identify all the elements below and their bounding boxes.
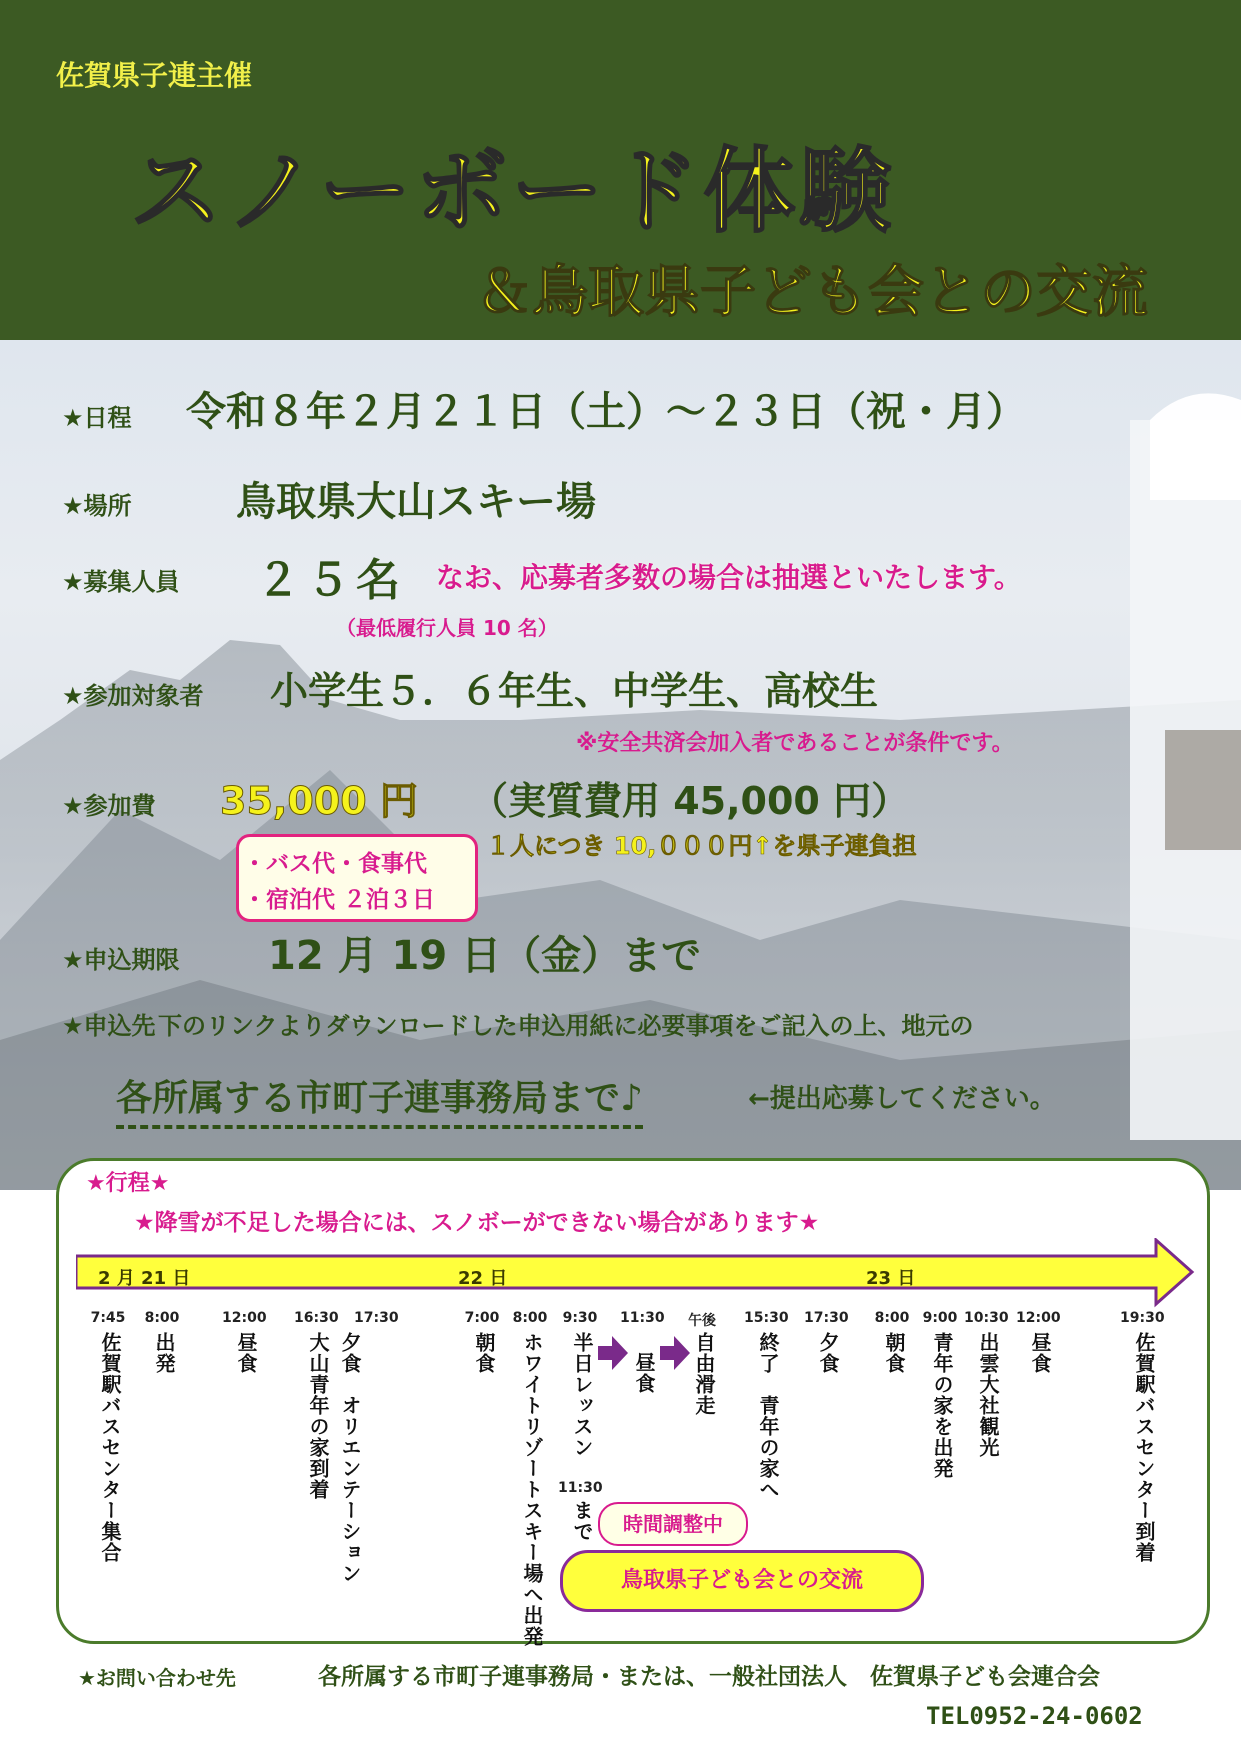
event-time: 8:00 xyxy=(144,1310,180,1326)
event-time: 7:00 xyxy=(464,1310,500,1326)
lesson-end-time: 11:30 xyxy=(558,1480,603,1496)
fee-includes-box xyxy=(236,834,478,922)
page-title: スノーボード体験 xyxy=(130,138,896,245)
apply-tail: ←提出応募してください。 xyxy=(748,1084,1056,1114)
fee-subsidy: １人につき 10,０００円↑を県子連負担 xyxy=(486,832,917,860)
right-arrow-icon xyxy=(598,1336,628,1370)
right-arrow-icon xyxy=(660,1336,690,1370)
event-time: 12:00 xyxy=(1016,1310,1061,1326)
target-label: ★参加対象者 xyxy=(62,682,204,710)
event-text: 大山青年の家到着 xyxy=(306,1332,330,1500)
exchange-text: 鳥取県子ども会との交流 xyxy=(620,1568,863,1593)
event-time: 9:30 xyxy=(562,1310,598,1326)
capacity-value: ２５名 xyxy=(256,555,406,606)
schedule-label: ★日程 xyxy=(62,404,132,432)
deadline-value: 12 月 19 日（金）まで xyxy=(268,933,702,979)
event-time: 16:30 xyxy=(294,1310,339,1326)
event-time: 15:30 xyxy=(744,1310,789,1326)
day1-label: 2 月 21 日 xyxy=(98,1268,191,1289)
capacity-label: ★募集人員 xyxy=(62,568,180,596)
event-text: 朝食 xyxy=(882,1332,906,1374)
event-time: 9:00 xyxy=(922,1310,958,1326)
capacity-note: なお、応募者多数の場合は抽選といたします。 xyxy=(436,561,1022,594)
event-text: 終了 青年の家へ xyxy=(756,1332,780,1500)
event-time: 17:30 xyxy=(354,1310,399,1326)
apply-office-link[interactable]: 各所属する市町子連事務局まで♪ xyxy=(116,1070,643,1129)
event-time: 8:00 xyxy=(512,1310,548,1326)
adjust-badge-text: 時間調整中 xyxy=(623,1512,723,1536)
contact-tel[interactable]: TEL0952-24-0602 xyxy=(926,1702,1143,1730)
event-text: 夕食 オリエンテーション xyxy=(338,1332,362,1584)
schedule-value: 令和８年２月２１日（土）～２３日（祝・月） xyxy=(186,389,1026,435)
apply-label: ★申込先 xyxy=(62,1012,156,1040)
apply-text: 下のリンクよりダウンロードした申込用紙に必要事項をご記入の上、地元の xyxy=(158,1012,974,1040)
event-text: 佐賀駅バスセンター到着 xyxy=(1132,1332,1156,1563)
event-text: 出雲大社観光 xyxy=(976,1332,1000,1458)
event-text: 青年の家を出発 xyxy=(930,1332,954,1479)
timeline-arrow xyxy=(76,1238,1196,1308)
event-time: 8:00 xyxy=(874,1310,910,1326)
event-time: 19:30 xyxy=(1120,1310,1165,1326)
event-time: 7:45 xyxy=(90,1310,126,1326)
contact-text: 各所属する市町子連事務局・または、一般社団法人 佐賀県子ども会連合会 xyxy=(318,1664,1100,1690)
contact-label: ★お問い合わせ先 xyxy=(78,1666,236,1690)
fee-actual: （実質費用 45,000 円） xyxy=(470,779,910,823)
event-text: 朝食 xyxy=(472,1332,496,1374)
target-note: ※安全共済会加入者であることが条件です。 xyxy=(576,731,1014,756)
day2-label: 22 日 xyxy=(458,1268,508,1289)
place-label: ★場所 xyxy=(62,492,132,520)
event-time: 10:30 xyxy=(964,1310,1009,1326)
itinerary-heading: ★行程★ xyxy=(86,1171,170,1196)
event-time: 11:30 xyxy=(620,1310,665,1326)
event-text: 昼食 xyxy=(632,1352,656,1394)
deadline-label: ★申込期限 xyxy=(62,946,180,974)
adjust-badge xyxy=(598,1502,748,1546)
event-text: 自由滑走 xyxy=(692,1332,716,1416)
target-value: 小学生５．６年生、中学生、高校生 xyxy=(270,669,879,713)
event-time: 17:30 xyxy=(804,1310,849,1326)
mountain-illustration xyxy=(0,340,1241,1190)
fee-value: 35,000 円 xyxy=(220,779,418,823)
event-time: 午後 xyxy=(688,1313,716,1329)
event-text: ホワイトリゾートスキー場へ出発 xyxy=(520,1332,544,1647)
lesson-end-text: まで xyxy=(570,1500,594,1542)
organizer-label: 佐賀県子連主催 xyxy=(56,59,253,92)
event-text: 夕食 xyxy=(816,1332,840,1374)
day3-label: 23 日 xyxy=(866,1268,916,1289)
exchange-pill xyxy=(560,1550,924,1612)
fee-includes-line2: ・宿泊代 ２泊３日 xyxy=(243,887,436,913)
snow-mountain-photo xyxy=(0,340,1241,1190)
fee-label: ★参加費 xyxy=(62,792,156,820)
capacity-minimum: （最低履行人員 10 名） xyxy=(336,616,558,640)
fee-includes-line1: ・バス代・食事代 xyxy=(243,851,427,877)
page-subtitle: ＆鳥取県子ども会との交流 xyxy=(476,260,1148,325)
itinerary-warning: ★降雪が不足した場合には、スノボーができない場合があります★ xyxy=(134,1210,820,1236)
event-text: 昼食 xyxy=(1028,1332,1052,1374)
event-text: 半日レッスン xyxy=(570,1332,594,1458)
event-time: 12:00 xyxy=(222,1310,267,1326)
event-text: 佐賀駅バスセンター集合 xyxy=(98,1332,122,1563)
place-value: 鳥取県大山スキー場 xyxy=(236,479,596,525)
event-text: 昼食 xyxy=(234,1332,258,1374)
event-text: 出発 xyxy=(152,1332,176,1374)
